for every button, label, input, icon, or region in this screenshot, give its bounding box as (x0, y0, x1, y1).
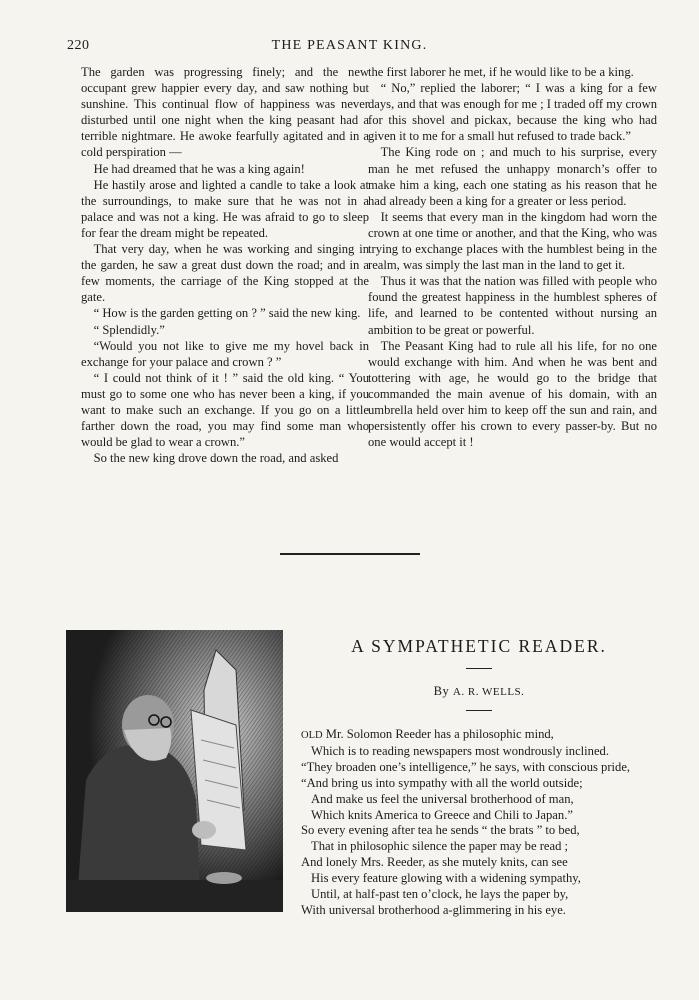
poem-line (290, 887, 665, 903)
paragraph: He had dreamed that he was a king again! (93, 161, 305, 176)
story-right-column (368, 64, 657, 450)
paragraph: “Would you not like to give me my hovel back in exchange for your palace and crown ? ” (81, 338, 369, 369)
byline-prefix: By (433, 684, 450, 698)
poem-line-text: That in philosophic silence the paper may be read ; (311, 839, 569, 854)
poem-line (290, 823, 665, 839)
poem-line (290, 903, 665, 919)
poem-body (290, 727, 665, 919)
poem-line (290, 792, 665, 808)
paragraph: The King rode on ; and much to his surprise, every man he met refused the unhappy monarch’s offer to make him a king, each one stating as his reason that he had already been a king for a greater or less period. (368, 145, 657, 208)
poem-line-text: Which knits America to Greece and Chili to Japan.” (311, 807, 573, 822)
poem-line (290, 871, 665, 887)
paragraph: the first laborer he met, if he would like to be a king. (368, 65, 634, 79)
paragraph: So the new king drove down the road, and asked (93, 451, 339, 466)
poem-line (290, 760, 665, 776)
paragraph: That very day, when he was working and singing in the garden, he saw a great dust down the road; and in a few moments, the carriage of the King stopped at the gate. (81, 242, 369, 305)
paragraph: “ How is the garden getting on ? ” said the new king. (93, 306, 361, 321)
poem-line-text: Mr. Solomon Reeder has a philosophic mind, (322, 727, 554, 741)
title-rule (466, 668, 492, 669)
poem-line-text: “They broaden one’s intelligence,” he says, with conscious pride, (301, 759, 631, 774)
poem-line (290, 839, 665, 855)
poem-line-text: Which is to reading newspapers most wondrously inclined. (311, 743, 609, 758)
poem-title: A SYMPATHETIC READER. (351, 636, 607, 656)
poem-line-text: So every evening after tea he sends “ the brats ” to bed, (301, 823, 580, 838)
running-head: THE PEASANT KING. (271, 38, 428, 53)
section-divider-rule (280, 553, 420, 555)
poem-line-text: His every feature glowing with a widening sympathy, (311, 871, 581, 886)
byline-author: A. R. WELLS. (452, 686, 525, 698)
page-number: 220 (67, 38, 90, 53)
poem-line-text: With universal brotherhood a-glimmering in his eye. (301, 902, 566, 917)
story-left-column (81, 64, 369, 466)
poem-line-text: And lonely Mrs. Reeder, as she mutely knits, can see (301, 855, 568, 870)
byline-rule (466, 710, 492, 711)
paragraph: He hastily arose and lighted a candle to take a look at the surroundings, to make sure that he was not in a palace and was not a king. He was afraid to go to sleep for fear the dream might be repeated. (81, 177, 369, 240)
paragraph: “ Splendidly.” (93, 322, 165, 337)
poem-line-text: Until, at half-past ten o’clock, he lays the paper by, (311, 887, 569, 902)
poem-line (290, 855, 665, 871)
paragraph: Thus it was that the nation was filled with people who found the greatest happiness in the humblest spheres of life, and learned to be contented without nursing an ambition to be great or powerful. (368, 274, 657, 337)
poem-line (290, 808, 665, 824)
poem-line (290, 744, 665, 760)
poem-line-smallcaps: OLD (301, 730, 323, 741)
poem-line-text: And make us feel the universal brotherhood of man, (311, 791, 574, 806)
paragraph: “ No,” replied the laborer; “ I was a king for a few days, and that was enough for me ; I traded off my crown for this shovel and pickax, because the king who had given it to me for a small hut refused to trade back.” (368, 81, 657, 144)
paragraph: “ I could not think of it ! ” said the old king. “ You must go to some one who has never been a king, if you want to make such an exchange. If you go on a little farther down the road, you may find some man who would be glad to wear a crown.” (81, 370, 369, 450)
poem-line (290, 776, 665, 792)
paragraph: The Peasant King had to rule all his life, for no one would exchange with him. And when he was bent and tottering with age, he would go to the bridge that commanded the main avenue of his domain, with an umbrella held over him to keep off the sun and rain, and persistently offer his crown to every passer-by. But no one would accept it ! (368, 338, 657, 450)
poem-byline (300, 684, 658, 699)
paragraph: It seems that every man in the kingdom had worn the crown at one time or another, and that the King, who was trying to exchange places with the humblest being in the realm, was simply the last man in the land to get it. (368, 209, 657, 273)
illustration-old-man-reading (66, 630, 283, 912)
poem-line (290, 727, 665, 744)
paragraph: The garden was progressing finely; and the new occupant grew happier every day, and saw nothing but sunshine. This continual flow of happiness was never disturbed until one night when the king peasant had a terrible nightmare. He awoke fearfully agitated and in a cold perspiration — (81, 65, 369, 160)
poem-line-text: “And bring us into sympathy with all the world outside; (301, 775, 583, 790)
